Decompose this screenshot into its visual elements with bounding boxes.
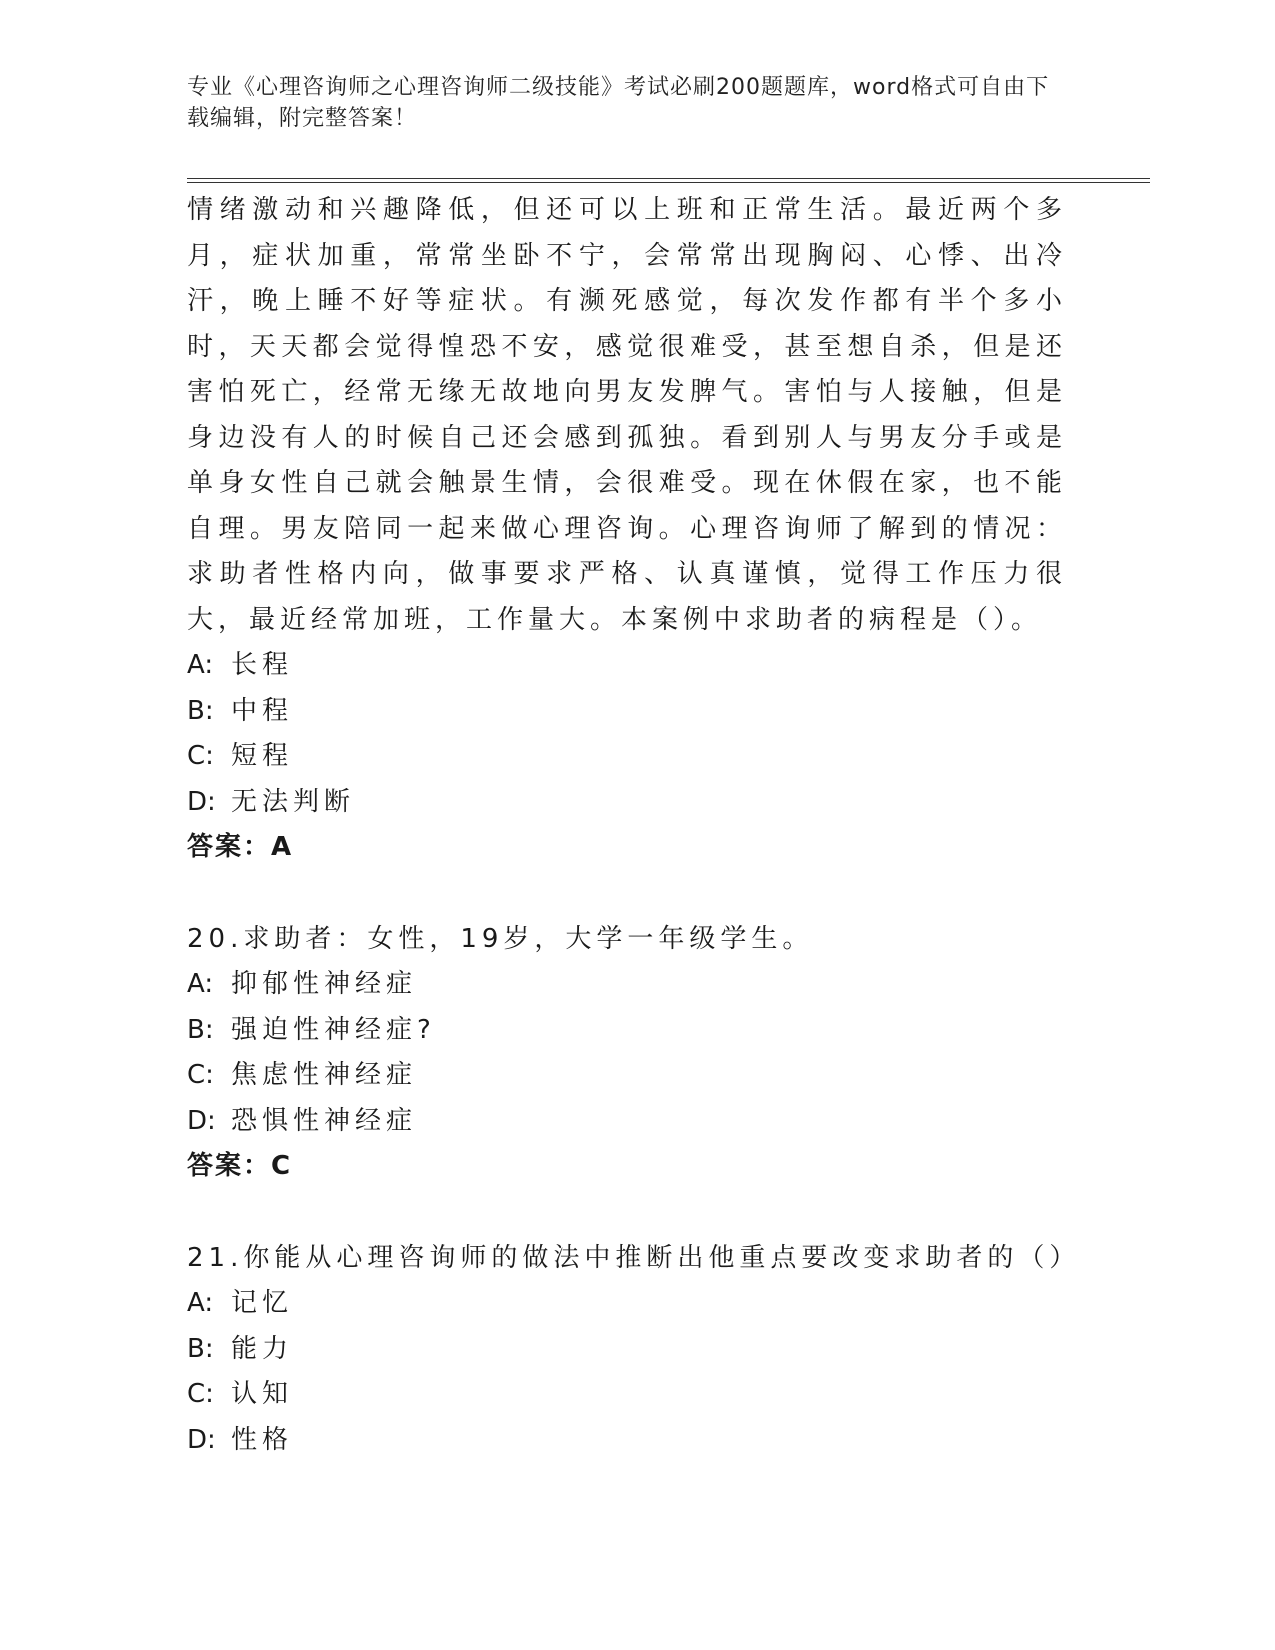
- spacer: [187, 871, 1067, 917]
- option-a: [187, 962, 1067, 1008]
- option-text: 无法判断: [231, 786, 356, 817]
- option-text: 长程: [231, 650, 294, 680]
- option-letter: C:: [187, 1379, 214, 1409]
- option-c: [187, 1053, 1067, 1099]
- header-divider-inner: [187, 182, 1150, 183]
- question-block-20: [187, 917, 1067, 1190]
- option-letter: A:: [187, 969, 214, 999]
- question-stem: 20.求助者：女性，19岁，大学一年级学生。: [187, 923, 814, 954]
- option-letter: D:: [187, 786, 216, 817]
- header-divider: [187, 178, 1150, 179]
- option-text: 恐惧性神经症: [231, 1105, 418, 1136]
- option-letter: B:: [187, 1014, 214, 1045]
- option-letter: D:: [187, 1105, 216, 1136]
- option-b: [187, 689, 1067, 735]
- option-d: [187, 780, 1067, 826]
- option-d: [187, 1418, 1067, 1464]
- option-text: 抑郁性神经症: [231, 969, 418, 999]
- option-letter: C:: [187, 741, 214, 771]
- option-c: [187, 1372, 1067, 1418]
- option-d: [187, 1099, 1067, 1145]
- option-b: [187, 1327, 1067, 1373]
- option-a: [187, 643, 1067, 689]
- option-text: 中程: [231, 695, 294, 726]
- question-block-19: [187, 188, 1067, 871]
- question-stem: 21.你能从心理咨询师的做法中推断出他重点要改变求助者的（）: [187, 1242, 1081, 1273]
- option-a: [187, 1281, 1067, 1327]
- question-block-21: [187, 1236, 1081, 1464]
- question-stem: 情绪激动和兴趣降低，但还可以上班和正常生活。最近两个多月，症状加重，常常坐卧不宁，会常常出现胸闷、心悸、出冷汗，晚上睡不好等症状。有濒死感觉，每次发作都有半个多小时，天天都会觉得惶恐不安，感觉很难受，甚至想自杀，但是还害怕死亡，经常无缘无故地向男友发脾气。害怕与人接触，但是身边没有人的时候自己还会感到孤独。看到别人与男友分手或是单身女性自己就会触景生情，会很难受。现在休假在家，也不能自理。男友陪同一起来做心理咨询。心理咨询师了解到的情况：求助者性格内向，做事要求严格、认真谨慎，觉得工作压力很大，最近经常加班，工作量大。本案例中求助者的病程是（）。: [187, 195, 1067, 635]
- option-text: 强迫性神经症?: [231, 1014, 436, 1045]
- option-text: 性格: [231, 1424, 294, 1455]
- option-letter: B:: [187, 695, 214, 726]
- answer-line: 答案：C: [187, 1151, 293, 1181]
- option-text: 能力: [231, 1333, 294, 1364]
- option-letter: A:: [187, 650, 214, 680]
- option-c: [187, 734, 1067, 780]
- option-b: [187, 1008, 1067, 1054]
- option-letter: C:: [187, 1060, 214, 1090]
- option-text: 记忆: [231, 1288, 294, 1318]
- option-letter: D:: [187, 1424, 216, 1455]
- option-text: 焦虑性神经症: [231, 1060, 418, 1090]
- option-text: 短程: [231, 741, 294, 771]
- option-letter: B:: [187, 1333, 214, 1364]
- answer-line: 答案：A: [187, 832, 294, 862]
- document-header: 专业《心理咨询师之心理咨询师二级技能》考试必刷200题题库，word格式可自由下载编辑，附完整答案！: [187, 75, 1050, 131]
- option-letter: A:: [187, 1288, 214, 1318]
- spacer: [187, 1190, 1067, 1236]
- option-text: 认知: [231, 1379, 294, 1409]
- document-body: [187, 188, 1081, 1463]
